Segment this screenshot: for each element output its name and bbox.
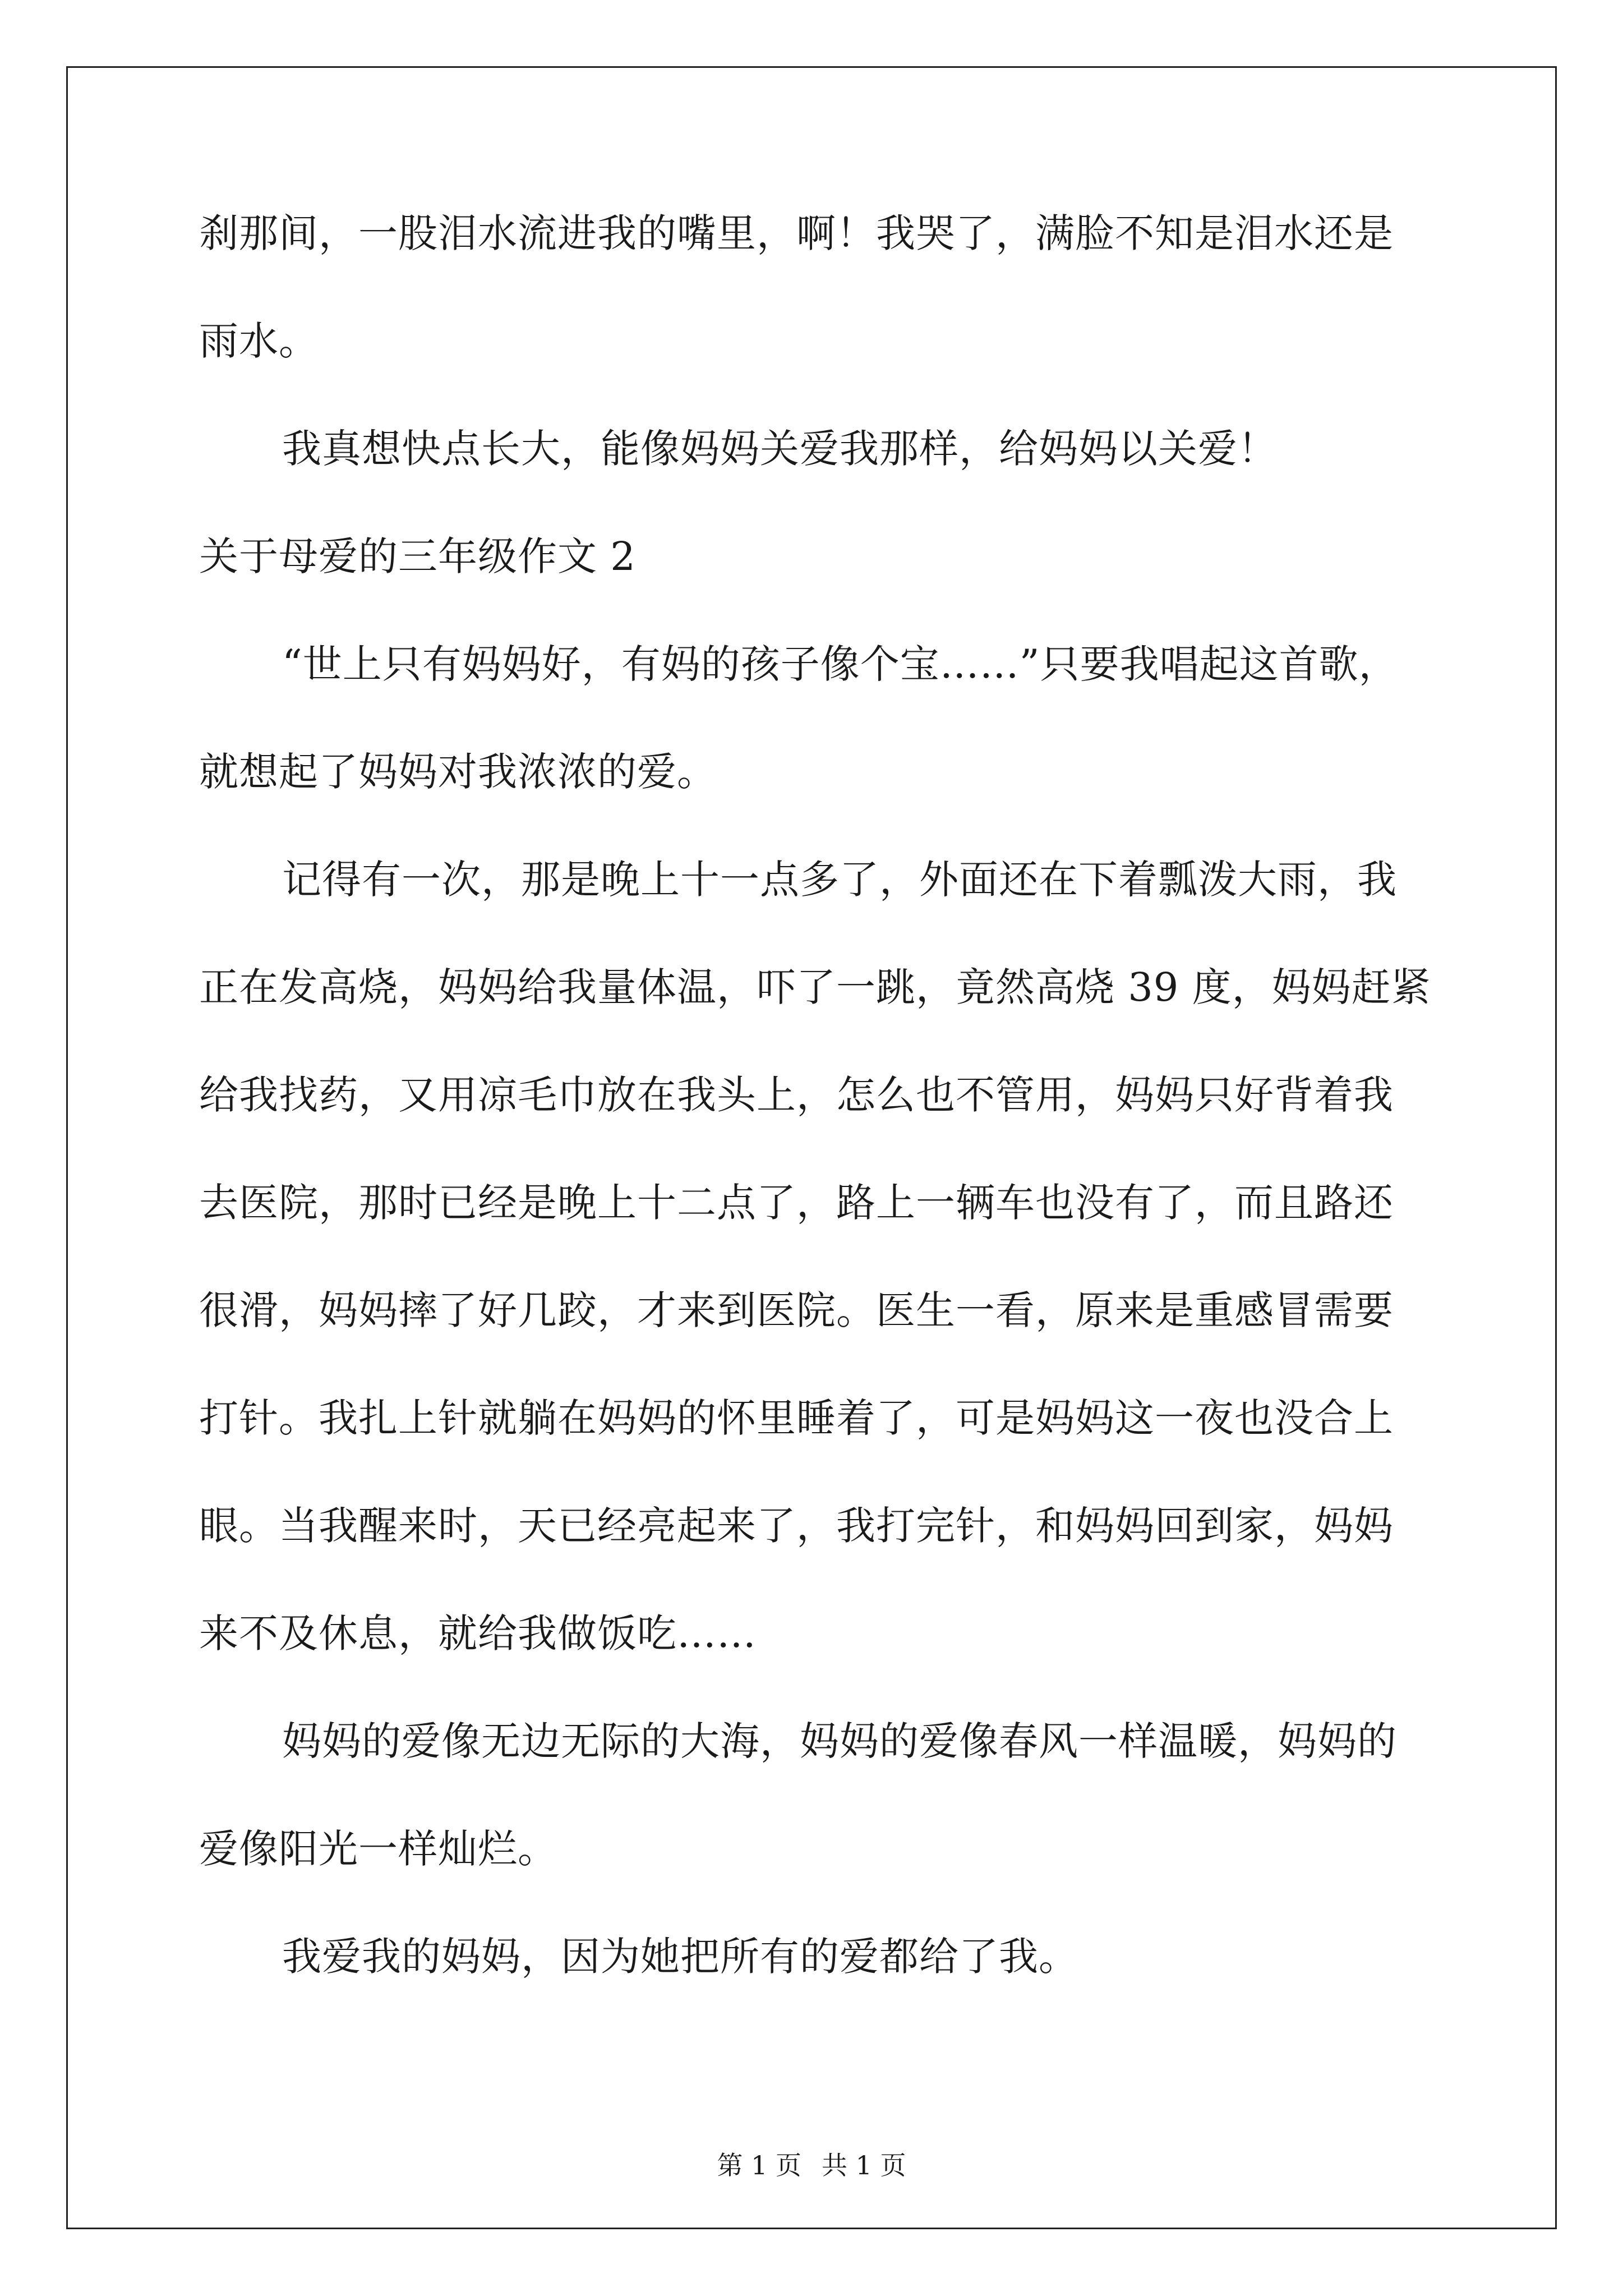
text-line: “世上只有妈妈好，有妈的孩子像个宝……”只要我唱起这首歌，: [282, 641, 1399, 687]
page-border: [66, 66, 1557, 2229]
text-line: 我真想快点长大，能像妈妈关爱我那样，给妈妈以关爱！: [282, 426, 1278, 472]
page-footer: [0, 2148, 1623, 2182]
text-line: 去医院，那时已经是晚上十二点了，路上一辆车也没有了，而且路还: [199, 1180, 1394, 1226]
text-line: 眼。当我醒来时，天已经亮起来了，我打完针，和妈妈回到家，妈妈: [199, 1503, 1394, 1549]
text-line: 正在发高烧，妈妈给我量体温，吓了一跳，竟然高烧 39 度，妈妈赶紧: [199, 964, 1431, 1010]
text-line: 来不及休息，就给我做饭吃……: [199, 1611, 757, 1657]
page-number: 第 1 页: [717, 2150, 801, 2180]
text-line: 爱像阳光一样灿烂。: [199, 1826, 557, 1872]
text-line: 就想起了妈妈对我浓浓的爱。: [199, 749, 717, 795]
text-line: 打针。我扎上针就躺在妈妈的怀里睡着了，可是妈妈这一夜也没合上: [199, 1395, 1394, 1441]
page-total: 共 1 页: [822, 2150, 906, 2180]
text-line: 妈妈的爱像无边无际的大海，妈妈的爱像春风一样温暖，妈妈的: [282, 1718, 1397, 1764]
text-line: 我爱我的妈妈，因为她把所有的爱都给了我。: [282, 1934, 1078, 1980]
text-line: 给我找药，又用凉毛巾放在我头上，怎么也不管用，妈妈只好背着我: [199, 1072, 1394, 1118]
text-line: 记得有一次，那是晚上十一点多了，外面还在下着瓢泼大雨，我: [282, 857, 1397, 903]
text-line: 很滑，妈妈摔了好几跤，才来到医院。医生一看，原来是重感冒需要: [199, 1287, 1394, 1333]
text-line: 雨水。: [199, 318, 319, 364]
text-line: 刹那间，一股泪水流进我的嘴里，啊！我哭了，满脸不知是泪水还是: [199, 210, 1394, 256]
section-heading: 关于母爱的三年级作文 2: [199, 533, 636, 579]
